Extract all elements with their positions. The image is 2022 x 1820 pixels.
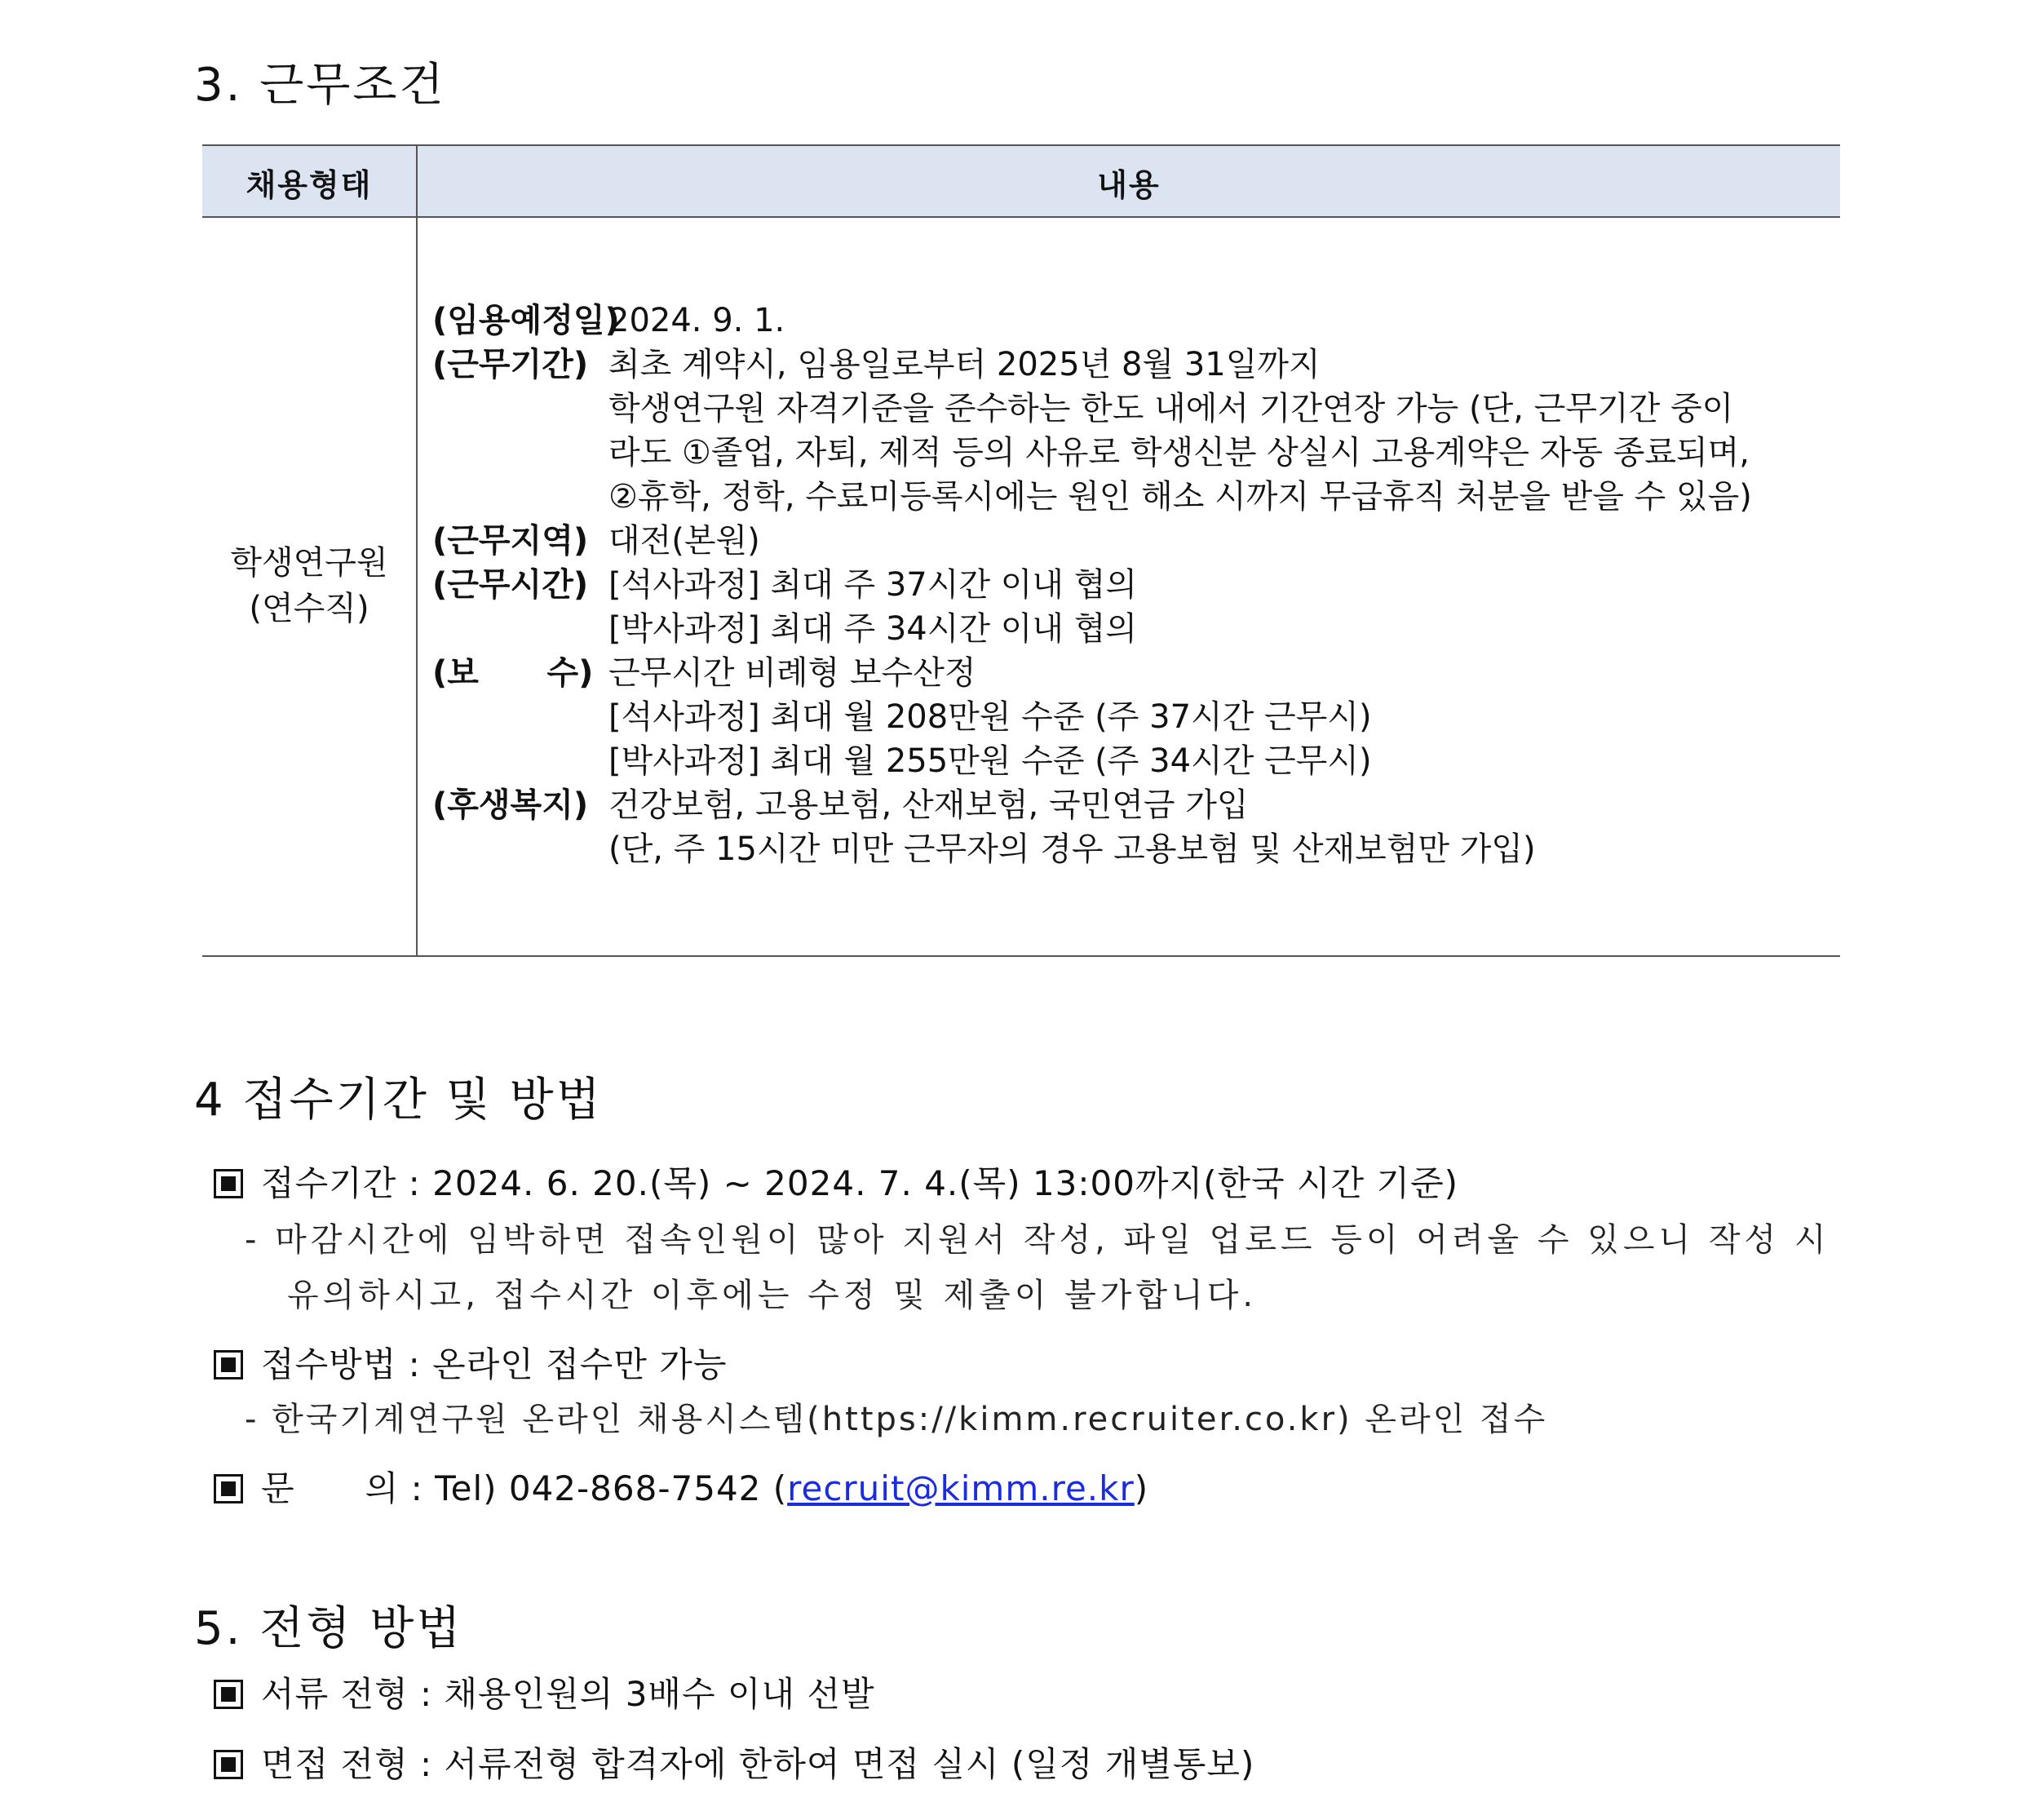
employment-type-cell [202, 540, 416, 631]
employment-type-sub: (연수직) [249, 590, 369, 627]
table-row [608, 827, 1536, 871]
table-header-border [202, 216, 1840, 218]
method-note: - 한국기계연구원 온라인 채용시스템(https://kimm.recruiter.co.kr) 온라인 접수 [245, 1401, 1548, 1438]
row-text: 2024. 9. 1. [608, 302, 785, 339]
table-top-border [202, 144, 1840, 146]
interview-item [214, 1738, 1254, 1787]
table-column-divider [416, 144, 418, 957]
contact-text: 문 의 : Tel) 042-868-7542 ( [261, 1468, 788, 1508]
table-row [608, 695, 1372, 739]
period-note-line1: - 마감시간에 임박하면 접속인원이 많아 지원서 작성, 파일 업로드 등이 어려울 수 있으니 작성 시 [245, 1221, 1830, 1259]
row-text: [석사과정] 최대 주 37시간 이내 협의 [608, 566, 1138, 604]
row-text: 라도 ①졸업, 자퇴, 제적 등의 사유로 학생신분 상실시 고용계약은 자동 종료되며, [608, 434, 1750, 472]
row-text: (단, 주 15시간 미만 근무자의 경우 고용보험 및 산재보험만 가입) [608, 830, 1536, 868]
doc-screening-text: 서류 전형 : 채용인원의 3배수 이내 선발 [261, 1674, 875, 1714]
header-employment-type: 채용형태 [246, 167, 373, 203]
row-text: [석사과정] 최대 월 208만원 수준 (주 37시간 근무시) [608, 698, 1372, 736]
section3-title: 3. 근무조건 [194, 59, 446, 112]
table-row [432, 651, 976, 695]
table-row [432, 563, 1137, 607]
contact-email-link[interactable]: recruit@kimm.re.kr [787, 1468, 1135, 1508]
table-row [608, 607, 1137, 651]
checkbox-square-icon [214, 1680, 243, 1709]
row-text: 학생연구원 자격기준을 준수하는 한도 내에서 기간연장 가능 (단, 근무기간 중이 [608, 390, 1734, 427]
row-text: 건강보험, 고용보험, 산재보험, 국민연금 가입 [608, 786, 1249, 824]
table-row [432, 299, 785, 343]
method-item [214, 1338, 727, 1387]
table-row [432, 519, 760, 563]
row-text: ②휴학, 정학, 수료미등록시에는 원인 해소 시까지 무급휴직 처분을 받을 수 있음) [608, 478, 1752, 516]
row-label: (보 수) [432, 654, 594, 692]
period-text: 접수기간 : 2024. 6. 20.(목) ~ 2024. 7. 4.(목) 13:00까지(한국 시간 기준) [261, 1163, 1459, 1203]
row-text: [박사과정] 최대 월 255만원 수준 (주 34시간 근무시) [608, 742, 1372, 780]
checkbox-square-icon [214, 1474, 243, 1503]
checkbox-square-icon [214, 1750, 243, 1779]
table-row [432, 343, 1321, 387]
interview-text: 면접 전형 : 서류전형 합격자에 한하여 면접 실시 (일정 개별통보) [261, 1744, 1255, 1784]
row-label: (임용예정일) [432, 302, 620, 339]
doc-screening-item [214, 1667, 875, 1716]
row-label: (후생복지) [432, 786, 589, 824]
row-text: 근무시간 비례형 보수산정 [608, 654, 976, 692]
table-row [608, 387, 1733, 431]
period-item [214, 1157, 1458, 1206]
row-text: 최초 계약시, 임용일로부터 2025년 8월 31일까지 [608, 346, 1321, 383]
checkbox-square-icon [214, 1350, 243, 1379]
section4-title: 4 접수기간 및 방법 [194, 1074, 603, 1127]
contact-item [214, 1462, 1148, 1511]
row-label: (근무기간) [432, 346, 589, 383]
row-text: 대전(본원) [608, 522, 760, 560]
period-note-line2: 유의하시고, 접수시간 이후에는 수정 및 제출이 불가합니다. [287, 1277, 1258, 1314]
section5-title: 5. 전형 방법 [194, 1602, 463, 1655]
table-row [608, 739, 1372, 783]
row-label: (근무지역) [432, 522, 589, 560]
table-row [608, 431, 1750, 475]
table-row [608, 475, 1752, 519]
contact-suffix: ) [1134, 1468, 1149, 1508]
checkbox-square-icon [214, 1169, 243, 1198]
row-text: [박사과정] 최대 주 34시간 이내 협의 [608, 610, 1138, 648]
table-bottom-border [202, 955, 1840, 957]
row-label: (근무시간) [432, 566, 589, 604]
header-content: 내용 [1097, 167, 1161, 203]
method-text: 접수방법 : 온라인 접수만 가능 [261, 1344, 728, 1384]
table-row [432, 783, 1249, 827]
employment-type-name: 학생연구원 [230, 544, 388, 582]
